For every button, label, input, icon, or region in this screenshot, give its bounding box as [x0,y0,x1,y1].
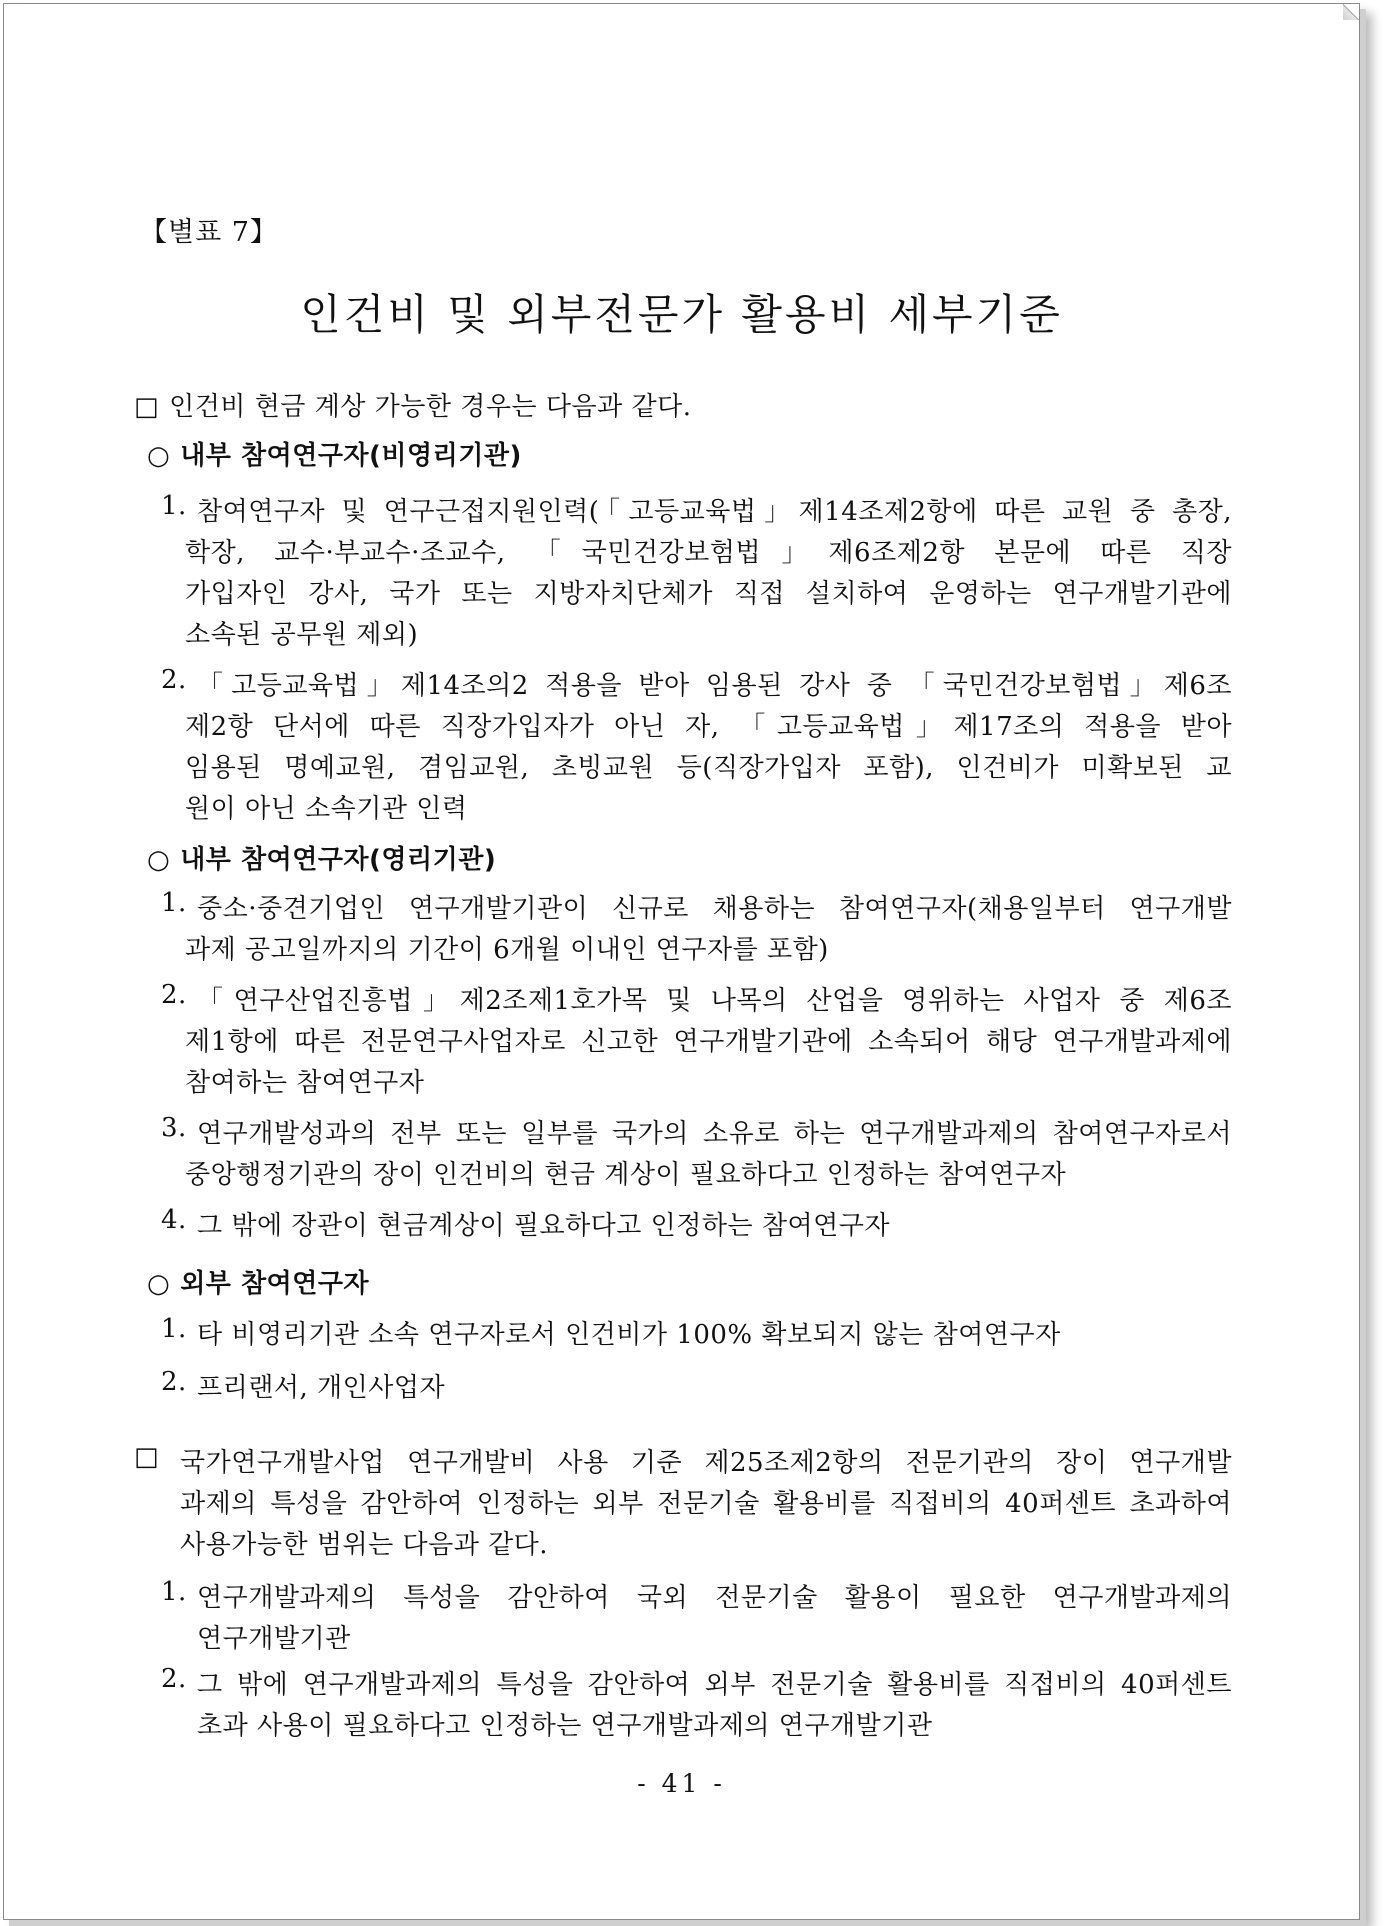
section2-heading-line: 사용가능한 범위는 다음과 같다. [180,1530,549,1560]
page-number: - 41 - [637,1769,726,1798]
item-number: 1. [161,1314,187,1344]
item-number: 1. [161,888,187,918]
list-item-line: 제2항 단서에 따른 직장가입자가 아닌 자, 「고등교육법」제17조의 적용을 받아 [185,712,1232,742]
group3-heading-text: 외부 참여연구자 [180,1269,370,1299]
item-number: 2. [161,980,187,1010]
section2-heading-line: 과제의 특성을 감안하여 인정하는 외부 전문기술 활용비를 직접비의 40퍼센트 초과하여 [180,1489,1232,1519]
item-number: 2. [161,1367,187,1397]
item-number: 1. [161,491,187,521]
item-number: 2. [161,665,187,695]
section1-heading-text: 인건비 현금 계상 가능한 경우는 다음과 같다. [169,392,692,422]
item-number: 4. [161,1205,187,1235]
group1-heading-text: 내부 참여연구자(비영리기관) [180,441,522,471]
list-item-line: 연구개발과제의 특성을 감안하여 국외 전문기술 활용이 필요한 연구개발과제의 [197,1583,1232,1613]
group2-heading-text: 내부 참여연구자(영리기관) [180,845,497,875]
circle-bullet-icon: ○ [147,441,171,471]
list-item-line: 임용된 명예교원, 겸임교원, 초빙교원 등(직장가입자 포함), 인건비가 미확보된 교 [185,753,1232,783]
item-number: 3. [161,1113,187,1143]
attachment-label: 【별표 7】 [140,217,278,248]
list-item-line: 「연구산업진흥법」제2조제1호가목 및 나목의 산업을 영위하는 사업자 중 제6조 [197,986,1232,1016]
item-number: 1. [161,1577,187,1607]
group1-heading [147,435,522,472]
checkbox-square-icon: □ [134,392,160,422]
section1-heading [134,386,692,423]
list-item-line: 그 밖에 장관이 현금계상이 필요하다고 인정하는 참여연구자 [197,1211,890,1241]
list-item-line: 중앙행정기관의 장이 인건비의 현금 계상이 필요하다고 인정하는 참여연구자 [185,1160,1067,1190]
list-item-line: 참여하는 참여연구자 [185,1068,425,1098]
group3-heading [147,1263,369,1300]
section2-heading-line: 국가연구개발사업 연구개발비 사용 기준 제25조제2항의 전문기관의 장이 연구개발 [180,1448,1232,1478]
document-page [3,3,1360,1920]
list-item-line: 연구개발성과의 전부 또는 일부를 국가의 소유로 하는 연구개발과제의 참여연구자로서 [197,1119,1232,1149]
group2-heading [147,839,496,876]
list-item-line: 제1항에 따른 전문연구사업자로 신고한 연구개발기관에 소속되어 해당 연구개발과제에 [185,1027,1232,1057]
checkbox-square-icon: □ [134,1442,160,1472]
list-item-line: 가입자인 강사, 국가 또는 지방자치단체가 직접 설치하여 운영하는 연구개발기관에 [185,579,1232,609]
list-item-line: 참여연구자 및 연구근접지원인력(「고등교육법」제14조제2항에 따른 교원 중 총장, [197,497,1232,527]
page-title: 인건비 및 외부전문가 활용비 세부기준 [300,290,1063,339]
circle-bullet-icon: ○ [147,845,171,875]
list-item-line: 타 비영리기관 소속 연구자로서 인건비가 100% 확보되지 않는 참여연구자 [197,1320,1061,1350]
list-item-line: 중소·중견기업인 연구개발기관이 신규로 채용하는 참여연구자(채용일부터 연구개발 [197,894,1232,924]
circle-bullet-icon: ○ [147,1269,171,1299]
list-item-line: 원이 아닌 소속기관 인력 [185,794,468,824]
list-item-line: 프리랜서, 개인사업자 [197,1373,446,1403]
list-item-line: 그 밖에 연구개발과제의 특성을 감안하여 외부 전문기술 활용비를 직접비의 40퍼센트 [197,1670,1232,1700]
list-item-line: 「고등교육법」제14조의2 적용을 받아 임용된 강사 중 「국민건강보험법」제6조 [197,671,1232,701]
list-item-line: 소속된 공무원 제외) [185,620,419,650]
list-item-line: 과제 공고일까지의 기간이 6개월 이내인 연구자를 포함) [185,935,829,965]
list-item-line: 학장, 교수·부교수·조교수, 「국민건강보험법」제6조제2항 본문에 따른 직장 [185,538,1232,568]
item-number: 2. [161,1664,187,1694]
page-corner-fold [1343,4,1359,20]
list-item-line: 연구개발기관 [197,1624,351,1654]
section2-marker [134,1442,169,1472]
list-item-line: 초과 사용이 필요하다고 인정하는 연구개발과제의 연구개발기관 [197,1711,933,1741]
